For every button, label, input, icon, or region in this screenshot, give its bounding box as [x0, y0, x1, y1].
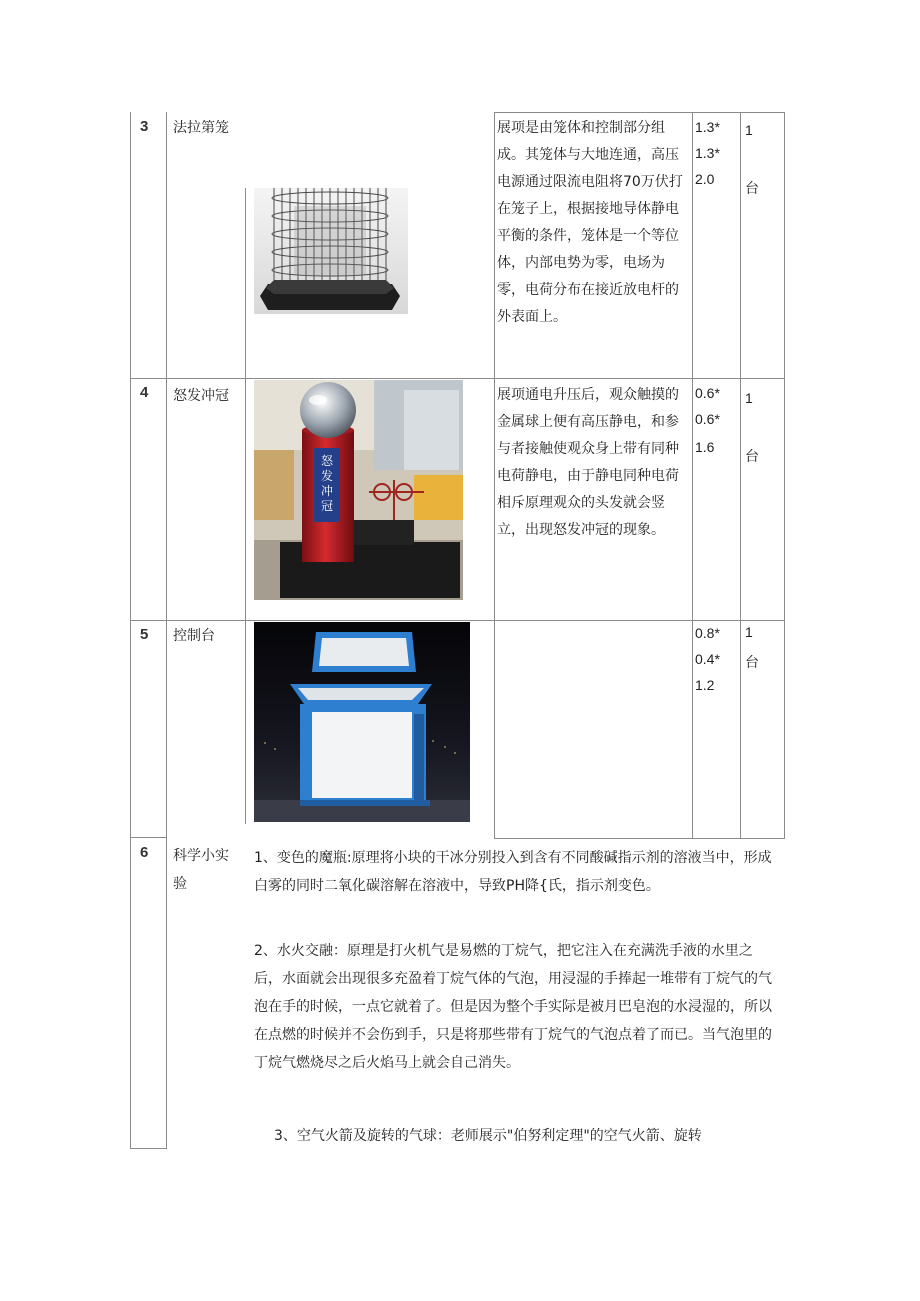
size-line: 1.3* [695, 145, 720, 161]
experiment-paragraph-1: 1、变色的魔瓶:原理将小块的干冰分别投入到含有不同酸碱指示剂的溶液当中，形成白雾的同时二氧化碳溶解在溶液中，导致PH降{氏，指示剂变色。 [254, 850, 772, 894]
row-divider-3-4 [130, 378, 785, 379]
hair-raising-photo [254, 380, 463, 600]
size-col-left-border [692, 112, 693, 839]
exhibit-name: 控制台 [173, 628, 215, 644]
size-line: 1.2 [695, 677, 715, 693]
quantity-number: 1 [745, 122, 753, 138]
size-line: 1.3* [695, 119, 720, 135]
label-char: 冠 [320, 499, 333, 513]
row-number: 4 [140, 384, 149, 401]
row-divider-5-6-left [130, 837, 167, 838]
quantity-unit: 台 [745, 449, 759, 465]
size-line: 0.6* [695, 385, 720, 401]
exhibit-description: 展项是由笼体和控制部分组成。其笼体与大地连通，高压电源通过限流电阻将70万伏打在笼子上，根据接地导体静电平衡的条件，笼体是一个等位体，内部电势为零，电场为零，电荷分布在接近放电杆的外表面上。 [497, 120, 683, 325]
size-line: 0.4* [695, 651, 720, 667]
row-number: 6 [140, 844, 149, 861]
exhibit-name: 法拉第笼 [173, 120, 229, 136]
vertical-label [315, 454, 339, 514]
table-col-divider-1 [166, 112, 167, 1149]
table-bottom-left [130, 1148, 167, 1149]
size-line: 1.6 [695, 439, 715, 455]
quantity-unit: 台 [745, 655, 759, 671]
row-divider-5-6-right [494, 838, 785, 839]
label-char: 发 [320, 469, 333, 483]
table-right-border [784, 112, 785, 839]
size-line: 0.8* [695, 625, 720, 641]
label-char: 怒 [320, 454, 333, 468]
qty-col-left-border [740, 112, 741, 839]
quantity-number: 1 [745, 390, 753, 406]
exhibit-name: 怒发冲冠 [173, 388, 229, 404]
table-left-border [130, 112, 131, 1149]
quantity-unit: 台 [745, 181, 759, 197]
size-line: 0.6* [695, 411, 720, 427]
size-line: 2.0 [695, 171, 715, 187]
row-number: 3 [140, 118, 149, 135]
row-divider-4-5 [130, 620, 785, 621]
exhibit-name: 科学小实验 [173, 848, 229, 892]
experiment-paragraph-2: 2、水火交融：原理是打火机气是易燃的丁烷气，把它注入在充满洗手液的水里之后，水面就会出现很多充盈着丁烷气体的气泡，用浸湿的手捧起一堆带有丁烷气的气泡在手的时候，一点它就着了。但是因为整个手实际是被月巴皂泡的水浸湿的，所以在点燃的时候并不会伤到手，只是将那些带有丁烷气的气泡点着了而已。当气泡里的丁烷气燃烧尽之后火焰马上就会自己消失。 [254, 943, 772, 1071]
image-col-right-border [494, 112, 495, 839]
quantity-number: 1 [745, 624, 753, 640]
experiment-paragraph-3: 3、空气火箭及旋转的气球：老师展示"伯努利定理"的空气火箭、旋转 [274, 1128, 702, 1144]
exhibit-description: 展项通电升压后，观众触摸的金属球上便有高压静电，和参与者接触使观众身上带有同种电荷静电，由于静电同种电荷相斥原理观众的头发就会竖立，出现怒发冲冠的现象。 [497, 387, 679, 538]
row-number: 5 [140, 626, 149, 643]
image-col-left-border [245, 188, 246, 824]
faraday-cage-photo [254, 188, 408, 314]
top-border-right [494, 112, 785, 113]
control-console-photo [254, 622, 470, 822]
label-char: 冲 [320, 484, 333, 498]
